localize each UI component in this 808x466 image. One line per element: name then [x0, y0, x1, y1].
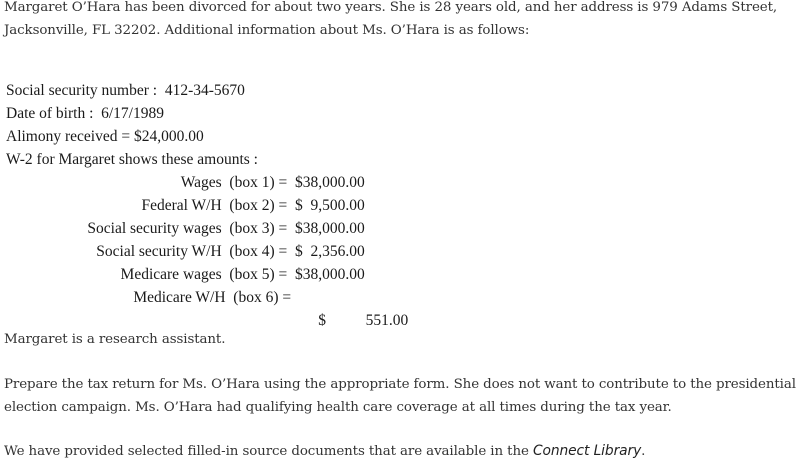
- ssn-line: Social security number : 412-34-5670: [6, 82, 245, 99]
- w2-label: Federal W/H (box 2) =: [141, 197, 295, 214]
- w2-value: $ 9,500.00: [295, 197, 365, 214]
- instructions-paragraph: Prepare the tax return for Ms. O’Hara using the appropriate form. She does not want to contribute to the presidential election campaign. Ms. O’Hara had qualifying health care coverage at all times during the tax year.: [4, 377, 796, 415]
- w2-heading: W-2 for Margaret shows these amounts :: [6, 151, 258, 168]
- w2-value: [295, 286, 409, 329]
- provided-suffix: .: [641, 444, 646, 459]
- w2-value-currency: $: [318, 312, 326, 329]
- dob-line: Date of birth : 6/17/1989: [6, 105, 164, 122]
- w2-row-medicare-wages: [6, 263, 408, 286]
- w2-label: Medicare W/H (box 6) =: [133, 289, 295, 306]
- w2-value: $38,000.00: [295, 220, 365, 237]
- w2-row-medicare-wh: [6, 286, 409, 329]
- w2-label: Medicare wages (box 5) =: [120, 266, 295, 283]
- connect-library-link[interactable]: Connect Library: [532, 443, 642, 459]
- alimony-line: Alimony received = $24,000.00: [6, 128, 204, 145]
- w2-row-ss-wages: [6, 217, 408, 240]
- w2-row-wages: [6, 171, 408, 194]
- provided-paragraph: [4, 440, 804, 463]
- w2-row-federal-wh: [6, 194, 408, 217]
- taxpayer-info-block: [6, 79, 409, 329]
- w2-label: Social security W/H (box 4) =: [96, 243, 295, 260]
- w2-value: $ 2,356.00: [295, 243, 365, 260]
- w2-value: $38,000.00: [295, 174, 365, 191]
- w2-value: $38,000.00: [295, 266, 365, 283]
- w2-value-amount: 551.00: [365, 312, 409, 329]
- role-paragraph: Margaret is a research assistant.: [4, 332, 226, 347]
- w2-label: Wages (box 1) =: [180, 174, 295, 191]
- w2-row-ss-wh: [6, 240, 408, 263]
- intro-paragraph: Margaret O’Hara has been divorced for about two years. She is 28 years old, and her address is 979 Adams Street, Jacksonville, FL 32202. Additional information about Ms. O’Hara is as follows:: [4, 0, 778, 38]
- w2-label: Social security wages (box 3) =: [87, 220, 295, 237]
- provided-prefix: We have provided selected filled-in source documents that are available in the: [4, 444, 533, 459]
